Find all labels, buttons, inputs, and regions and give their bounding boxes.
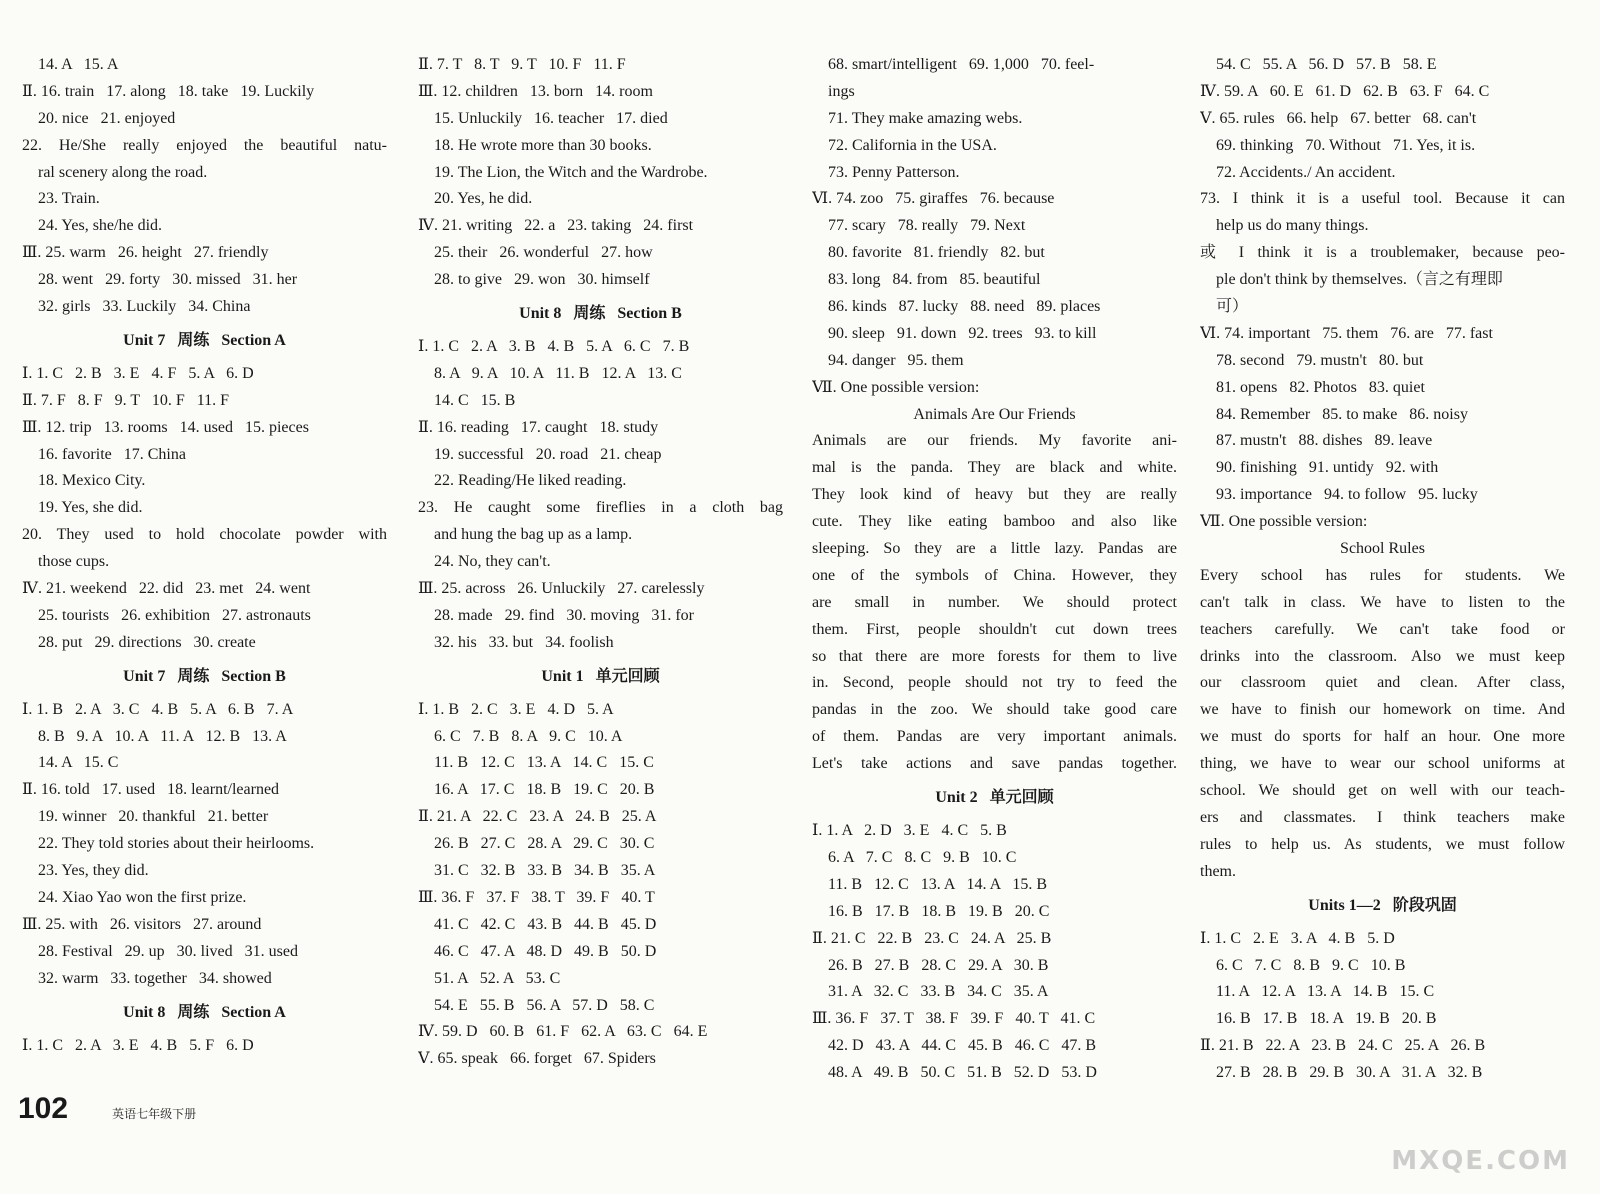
answer-line: and hung the bag up as a lamp.: [418, 526, 633, 544]
answer-line: 16. B 17. B 18. A 19. B 20. B: [1200, 1010, 1437, 1028]
answer-line: 23. Train.: [22, 190, 100, 208]
answer-line: 20. nice 21. enjoyed: [22, 109, 176, 127]
essay-title: School Rules: [1340, 540, 1425, 558]
answer-line: 72. California in the USA.: [812, 136, 997, 154]
essay-title: Animals Are Our Friends: [913, 405, 1076, 423]
answer-line: 19. successful 20. road 21. cheap: [418, 445, 662, 463]
answer-line: 19. The Lion, the Witch and the Wardrobe.: [418, 163, 708, 181]
paragraph-line: can't talk in class. We have to listen to the: [1200, 593, 1565, 611]
answer-line: Ⅵ. 74. zoo 75. giraffes 76. because: [812, 190, 1055, 208]
answer-line: 46. C 47. A 48. D 49. B 50. D: [418, 942, 657, 960]
answer-line: 73. Penny Patterson.: [812, 163, 960, 181]
answer-line: 48. A 49. B 50. C 51. B 52. D 53. D: [812, 1064, 1097, 1082]
paragraph-line: rules to help us. As students, we must follow: [1200, 835, 1565, 853]
paragraph-line: They look kind of heavy but they are really: [812, 486, 1177, 504]
answer-line: Ⅱ. 21. A 22. C 23. A 24. B 25. A: [418, 808, 657, 826]
answer-line: 19. Yes, she did.: [22, 499, 143, 517]
answer-column-4: [1200, 52, 1565, 1087]
paragraph-line: 20. They used to hold chocolate powder with: [22, 526, 387, 544]
answer-line: Ⅰ. 1. B 2. A 3. C 4. B 5. A 6. B 7. A: [22, 700, 294, 718]
answer-column-2: [418, 52, 783, 1073]
answer-line: 6. C 7. C 8. B 9. C 10. B: [1200, 956, 1406, 974]
answer-line: 80. favorite 81. friendly 82. but: [812, 244, 1045, 262]
section-heading: Unit 7 周练 Section A: [123, 331, 286, 349]
answer-line: 16. A 17. C 18. B 19. C 20. B: [418, 781, 655, 799]
paragraph-line: teachers carefully. We can't take food or: [1200, 620, 1565, 638]
answer-line: Ⅵ. 74. important 75. them 76. are 77. fast: [1200, 324, 1493, 342]
answer-line: Ⅲ. 36. F 37. F 38. T 39. F 40. T: [418, 888, 655, 906]
answer-line: 83. long 84. from 85. beautiful: [812, 271, 1041, 289]
answer-line: 31. C 32. B 33. B 34. B 35. A: [418, 862, 656, 880]
answer-line: 18. Mexico City.: [22, 472, 146, 490]
paragraph-line: cute. They like eating bamboo and also like: [812, 513, 1177, 531]
answer-line: them.: [1200, 862, 1236, 880]
answer-line: Ⅱ. 16. told 17. used 18. learnt/learned: [22, 781, 280, 799]
answer-line: 8. A 9. A 10. A 11. B 12. A 13. C: [418, 364, 682, 382]
answer-column-1: [22, 52, 387, 1059]
answer-line: 22. Reading/He liked reading.: [418, 472, 627, 490]
paragraph-line: sleeping. So they are a little lazy. Pandas are: [812, 540, 1177, 558]
answer-line: 93. importance 94. to follow 95. lucky: [1200, 486, 1478, 504]
paragraph-line: Let's take actions and save pandas together.: [812, 755, 1177, 773]
answer-line: 71. They make amazing webs.: [812, 109, 1023, 127]
answer-line: 11. B 12. C 13. A 14. C 15. C: [418, 754, 654, 772]
paragraph-line: one of the symbols of China. However, they: [812, 566, 1177, 584]
answer-line: 25. tourists 26. exhibition 27. astronauts: [22, 606, 311, 624]
answer-line: 28. went 29. forty 30. missed 31. her: [22, 271, 298, 289]
answer-line: Ⅰ. 1. C 2. B 3. E 4. F 5. A 6. D: [22, 364, 254, 382]
answer-line: Ⅳ. 21. writing 22. a 23. taking 24. first: [418, 217, 694, 235]
answer-line: 28. to give 29. won 30. himself: [418, 271, 650, 289]
answer-line: 72. Accidents./ An accident.: [1200, 163, 1396, 181]
answer-line: Ⅳ. 59. D 60. B 61. F 62. A 63. C 64. E: [418, 1023, 708, 1041]
answer-line: 19. winner 20. thankful 21. better: [22, 808, 269, 826]
answer-line: 14. A 15. C: [22, 754, 119, 772]
answer-line: 94. danger 95. them: [812, 351, 964, 369]
answer-line: 42. D 43. A 44. C 45. B 46. C 47. B: [812, 1037, 1097, 1055]
answer-line: 32. girls 33. Luckily 34. China: [22, 298, 251, 316]
answer-line: 32. his 33. but 34. foolish: [418, 633, 614, 651]
answer-line: Ⅶ. One possible version:: [812, 378, 980, 396]
answer-line: Ⅱ. 16. reading 17. caught 18. study: [418, 418, 659, 436]
answer-line: 32. warm 33. together 34. showed: [22, 969, 272, 987]
paragraph-line: so that there are more forests for them to live: [812, 647, 1177, 665]
answer-line: 6. A 7. C 8. C 9. B 10. C: [812, 848, 1017, 866]
answer-line: 54. E 55. B 56. A 57. D 58. C: [418, 996, 655, 1014]
watermark: MXQE.COM: [1391, 1146, 1570, 1176]
section-heading: Unit 8 周练 Section B: [519, 305, 682, 323]
answer-line: 24. No, they can't.: [418, 553, 551, 571]
answer-line: 26. B 27. B 28. C 29. A 30. B: [812, 956, 1049, 974]
paragraph-line: 22. He/She really enjoyed the beautiful natu-: [22, 136, 387, 154]
answer-line: 41. C 42. C 43. B 44. B 45. D: [418, 915, 657, 933]
answer-line: Ⅱ. 21. B 22. A 23. B 24. C 25. A 26. B: [1200, 1037, 1486, 1055]
answer-line: 8. B 9. A 10. A 11. A 12. B 13. A: [22, 727, 287, 745]
section-heading: Unit 7 周练 Section B: [123, 667, 286, 685]
answer-line: Ⅱ. 21. C 22. B 23. C 24. A 25. B: [812, 929, 1052, 947]
answer-line: 81. opens 82. Photos 83. quiet: [1200, 378, 1425, 396]
answer-line: 24. Yes, she/he did.: [22, 217, 163, 235]
answer-line: 28. Festival 29. up 30. lived 31. used: [22, 942, 298, 960]
answer-line: 20. Yes, he did.: [418, 190, 533, 208]
answer-line: 16. B 17. B 18. B 19. B 20. C: [812, 902, 1050, 920]
section-heading: Unit 8 周练 Section A: [123, 1003, 286, 1021]
paragraph-line: thing, we have to wear our school uniforms at: [1200, 755, 1565, 773]
answer-line: 77. scary 78. really 79. Next: [812, 217, 1026, 235]
answer-line: Ⅲ. 25. with 26. visitors 27. around: [22, 915, 262, 933]
answer-line: 26. B 27. C 28. A 29. C 30. C: [418, 835, 655, 853]
answer-line: 16. favorite 17. China: [22, 445, 186, 463]
book-title: 英语七年级下册: [112, 1107, 197, 1121]
answer-line: Ⅲ. 12. children 13. born 14. room: [418, 82, 653, 100]
paragraph-line: 或 I think it is a troublemaker, because peo-: [1200, 244, 1565, 262]
answer-line: ral scenery along the road.: [22, 163, 208, 181]
answer-line: Ⅳ. 59. A 60. E 61. D 62. B 63. F 64. C: [1200, 82, 1490, 100]
answer-line: Ⅰ. 1. A 2. D 3. E 4. C 5. B: [812, 822, 1007, 840]
answer-line: 90. finishing 91. untidy 92. with: [1200, 459, 1439, 477]
answer-line: Ⅴ. 65. rules 66. help 67. better 68. can't: [1200, 109, 1477, 127]
page-number: 102: [18, 1092, 69, 1125]
answer-line: 28. put 29. directions 30. create: [22, 633, 256, 651]
answer-line: 24. Xiao Yao won the first prize.: [22, 888, 247, 906]
paragraph-line: 23. He caught some fireflies in a cloth bag: [418, 499, 783, 517]
answer-line: ple don't think by themselves.（言之有理即: [1200, 271, 1503, 289]
answer-line: 31. A 32. C 33. B 34. C 35. A: [812, 983, 1049, 1001]
paragraph-line: school. We should get on well with our teach-: [1200, 782, 1565, 800]
answer-line: Ⅰ. 1. C 2. A 3. B 4. B 5. A 6. C 7. B: [418, 338, 690, 356]
answer-column-3: [812, 52, 1177, 1087]
answer-line: ings: [812, 82, 855, 100]
answer-line: Ⅱ. 7. T 8. T 9. T 10. F 11. F: [418, 56, 626, 73]
paragraph-line: we have to finish our homework on time. And: [1200, 701, 1565, 719]
answer-line: Ⅲ. 25. across 26. Unluckily 27. carelessly: [418, 580, 705, 598]
answer-line: 6. C 7. B 8. A 9. C 10. A: [418, 727, 623, 745]
answer-line: Ⅱ. 16. train 17. along 18. take 19. Luckily: [22, 82, 315, 100]
answer-line: Ⅰ. 1. C 2. A 3. E 4. B 5. F 6. D: [22, 1036, 254, 1054]
section-heading: Units 1—2 阶段巩固: [1308, 896, 1457, 914]
paragraph-line: Every school has rules for students. We: [1200, 566, 1565, 584]
answer-line: Ⅱ. 7. F 8. F 9. T 10. F 11. F: [22, 391, 230, 409]
answer-line: Ⅲ. 12. trip 13. rooms 14. used 15. pieces: [22, 418, 309, 436]
answer-line: 14. A 15. A: [22, 56, 119, 73]
paragraph-line: we must do sports for half an hour. One more: [1200, 728, 1565, 746]
answer-line: those cups.: [22, 553, 110, 571]
answer-line: 11. A 12. A 13. A 14. B 15. C: [1200, 983, 1435, 1001]
paragraph-line: pandas in the zoo. We should take good care: [812, 701, 1177, 719]
paragraph-line: in. Second, people should not try to feed the: [812, 674, 1177, 692]
section-heading: Unit 1 单元回顾: [541, 667, 660, 685]
answer-line: 11. B 12. C 13. A 14. A 15. B: [812, 875, 1047, 893]
answer-line: 54. C 55. A 56. D 57. B 58. E: [1200, 56, 1437, 73]
answer-line: Ⅶ. One possible version:: [1200, 513, 1368, 531]
answer-line: Ⅲ. 36. F 37. T 38. F 39. F 40. T 41. C: [812, 1010, 1096, 1028]
answer-line: 28. made 29. find 30. moving 31. for: [418, 606, 694, 624]
answer-line: Ⅰ. 1. C 2. E 3. A 4. B 5. D: [1200, 929, 1395, 947]
answer-line: 68. smart/intelligent 69. 1,000 70. feel-: [812, 56, 1095, 73]
answer-line: 18. He wrote more than 30 books.: [418, 136, 652, 154]
paragraph-line: them. First, people shouldn't cut down trees: [812, 620, 1177, 638]
answer-line: Ⅲ. 25. warm 26. height 27. friendly: [22, 244, 269, 262]
answer-line: Ⅴ. 65. speak 66. forget 67. Spiders: [418, 1050, 656, 1068]
paragraph-line: ers and classmates. I think teachers make: [1200, 808, 1565, 826]
answer-line: 84. Remember 85. to make 86. noisy: [1200, 405, 1468, 423]
answer-line: 90. sleep 91. down 92. trees 93. to kill: [812, 324, 1097, 342]
answer-line: 27. B 28. B 29. B 30. A 31. A 32. B: [1200, 1064, 1483, 1082]
answer-line: 51. A 52. A 53. C: [418, 969, 561, 987]
answer-line: help us do many things.: [1200, 217, 1369, 235]
answer-line: Ⅳ. 21. weekend 22. did 23. met 24. went: [22, 580, 311, 598]
answer-line: 14. C 15. B: [418, 391, 516, 409]
section-heading: Unit 2 单元回顾: [935, 789, 1054, 807]
paragraph-line: drinks into the classroom. Also we must keep: [1200, 647, 1565, 665]
answer-line: 22. They told stories about their heirlooms.: [22, 835, 315, 853]
paragraph-line: Animals are our friends. My favorite ani-: [812, 432, 1177, 450]
answer-line: 可）: [1200, 298, 1249, 316]
answer-line: 78. second 79. mustn't 80. but: [1200, 351, 1424, 369]
paragraph-line: are small in number. We should protect: [812, 593, 1177, 611]
answer-line: 25. their 26. wonderful 27. how: [418, 244, 653, 262]
answer-line: Ⅰ. 1. B 2. C 3. E 4. D 5. A: [418, 700, 614, 718]
answer-line: 69. thinking 70. Without 71. Yes, it is.: [1200, 136, 1476, 154]
paragraph-line: 73. I think it is a useful tool. Because it can: [1200, 190, 1565, 208]
page-footer: [18, 1092, 196, 1132]
answer-line: 86. kinds 87. lucky 88. need 89. places: [812, 298, 1101, 316]
paragraph-line: mal is the panda. They are black and white.: [812, 459, 1177, 477]
answer-line: 87. mustn't 88. dishes 89. leave: [1200, 432, 1433, 450]
paragraph-line: our classroom quiet and clean. After class,: [1200, 674, 1565, 692]
paragraph-line: of them. Pandas are very important animals.: [812, 728, 1177, 746]
answer-line: 23. Yes, they did.: [22, 862, 149, 880]
answer-line: 15. Unluckily 16. teacher 17. died: [418, 109, 668, 127]
